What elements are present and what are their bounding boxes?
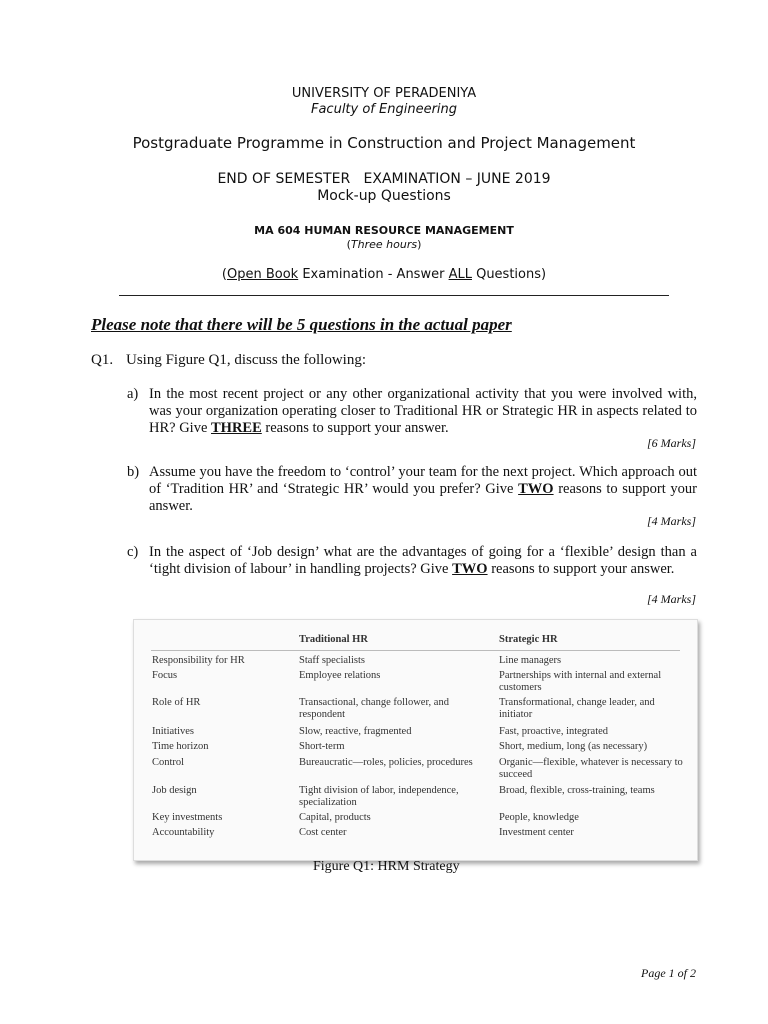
table-cell-traditional: Employee relations: [299, 670, 381, 681]
divider-line: [119, 295, 669, 296]
table-cell-strategic: Organic—flexible, whatever is necessary to succeed: [499, 757, 683, 780]
table-cell-strategic: Partnerships with internal and external customers: [499, 670, 662, 693]
figure-q1-table: [133, 619, 698, 861]
question-intro: Using Figure Q1, discuss the following:: [126, 352, 366, 368]
table-cell-traditional: Transactional, change follower, and respondent: [299, 697, 449, 720]
header-rule: [151, 650, 680, 651]
table-cell-aspect: Focus: [152, 670, 178, 681]
table-cell-traditional: Cost center: [299, 827, 347, 838]
mockup-title: Mock-up Questions: [317, 188, 451, 204]
question-number: Q1.: [91, 352, 114, 368]
table-cell-traditional: Staff specialists: [299, 655, 366, 666]
figure-caption: Figure Q1: HRM Strategy: [313, 859, 460, 874]
table-cell-traditional: Capital, products: [299, 812, 371, 823]
table-cell-traditional: Short-term: [299, 741, 345, 752]
course-code: MA 604 HUMAN RESOURCE MANAGEMENT: [254, 224, 514, 237]
table-cell-strategic: Investment center: [499, 827, 574, 838]
table-cell-aspect: Responsibility for HR: [152, 655, 245, 666]
table-cell-aspect: Accountability: [152, 827, 215, 838]
faculty-name: Faculty of Engineering: [310, 102, 458, 117]
table-cell-strategic: Broad, flexible, cross-training, teams: [499, 785, 655, 796]
table-cell-aspect: Initiatives: [152, 726, 194, 737]
page-number: Page 1 of 2: [641, 966, 696, 980]
table-cell-aspect: Control: [152, 757, 185, 768]
column-header-strategic: Strategic HR: [499, 634, 558, 645]
exam-title: END OF SEMESTER EXAMINATION – JUNE 2019: [217, 171, 551, 187]
question-part-c: c) In the aspect of ‘Job design’ what are the advantages of going for a ‘flexible’ design than a ‘tight division of labour’ in handling projects? Give TWO reasons to support your answer.: [127, 544, 697, 577]
exam-type: (Open Book Examination - Answer ALL Questions): [221, 267, 547, 282]
marks-part-a: [6 Marks]: [646, 436, 696, 450]
table-cell-strategic: Transformational, change leader, and initiator: [499, 697, 655, 720]
table-cell-traditional: Tight division of labor, independence, specialization: [299, 785, 459, 808]
table-cell-aspect: Key investments: [152, 812, 223, 823]
table-cell-aspect: Time horizon: [152, 741, 209, 752]
question-1: [91, 352, 366, 369]
table-cell-traditional: Slow, reactive, fragmented: [299, 726, 412, 737]
table-cell-strategic: Fast, proactive, integrated: [499, 726, 609, 737]
actual-paper-note: Please note that there will be 5 questions in the actual paper: [91, 315, 512, 334]
table-cell-strategic: People, knowledge: [499, 812, 579, 823]
university-name: UNIVERSITY OF PERADENIYA: [291, 86, 477, 101]
marks-part-b: [4 Marks]: [646, 514, 696, 528]
question-part-b: b) Assume you have the freedom to ‘control’ your team for the next project. Which approach out of ‘Tradition HR’ and ‘Strategic HR’ would you prefer? Give TWO reasons to support your answer.: [127, 464, 697, 514]
table-cell-strategic: Line managers: [499, 655, 562, 666]
programme-title: Postgraduate Programme in Construction and Project Management: [132, 134, 636, 152]
table-cell-traditional: Bureaucratic—roles, policies, procedures: [299, 757, 473, 768]
table-cell-aspect: Role of HR: [152, 697, 201, 708]
column-header-traditional: Traditional HR: [299, 634, 368, 645]
question-part-a: a) In the most recent project or any other organizational activity that you were involved with, was your organization operating closer to Traditional HR or Strategic HR in aspects related to HR? Give THREE reasons to support your answer.: [127, 386, 697, 436]
table-cell-strategic: Short, medium, long (as necessary): [499, 741, 648, 752]
table-cell-aspect: Job design: [152, 785, 197, 796]
exam-duration: (Three hours): [346, 238, 422, 251]
marks-part-c: [4 Marks]: [646, 592, 696, 606]
